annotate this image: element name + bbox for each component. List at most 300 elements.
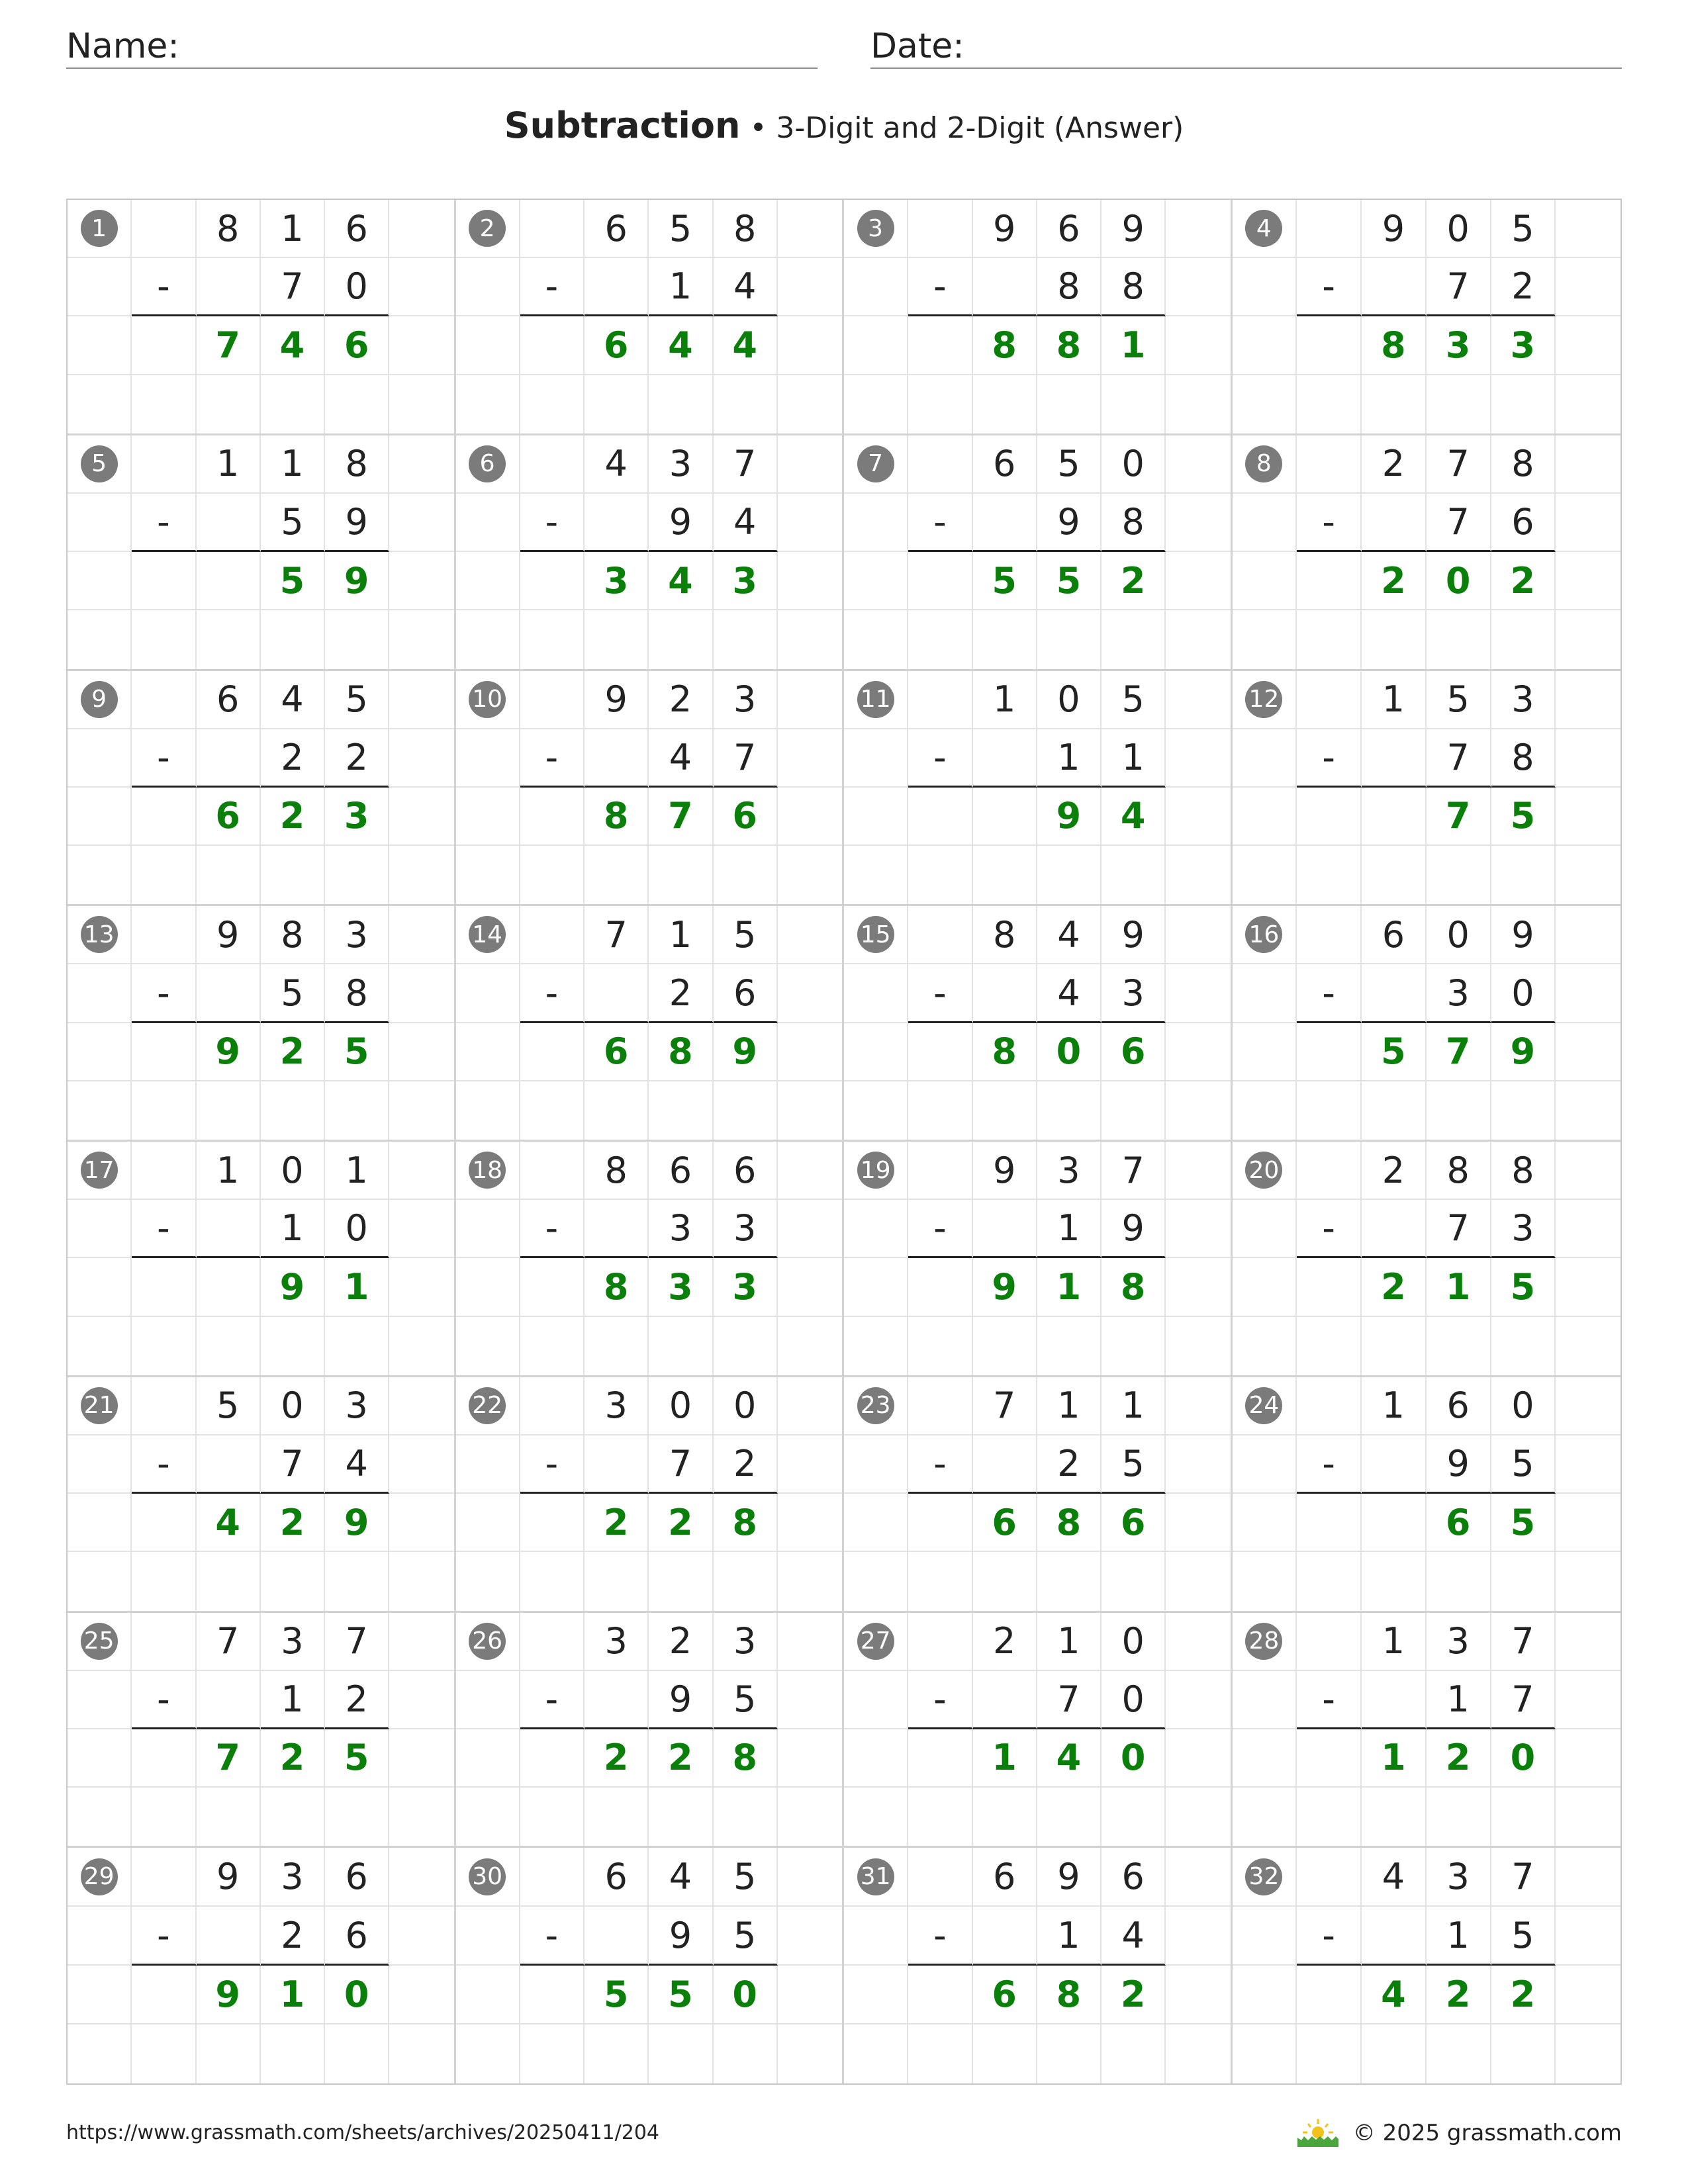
minus-sign: - — [908, 964, 972, 1023]
minuend-digit: 0 — [1102, 1613, 1166, 1671]
grid-cell — [844, 316, 908, 375]
grid-cell — [520, 846, 585, 904]
grid-cell — [389, 846, 453, 904]
minus-sign: - — [520, 258, 585, 316]
grid-cell — [132, 610, 196, 668]
grid-cell — [1233, 1848, 1297, 1907]
grid-cell — [520, 552, 585, 610]
grid-cell — [132, 552, 196, 610]
grid-cell — [1233, 1377, 1297, 1435]
grid-cell — [714, 375, 778, 433]
grid-cell — [1297, 1966, 1362, 2025]
grid-cell — [714, 1552, 778, 1610]
answer-digit: 6 — [197, 788, 261, 846]
grid-cell — [908, 200, 972, 258]
answer-digit: 2 — [649, 1729, 713, 1788]
answer-digit: 5 — [1491, 788, 1556, 846]
answer-digit: 2 — [261, 788, 325, 846]
problem-17 — [68, 1142, 456, 1377]
grid-cell — [1556, 729, 1620, 788]
grid-cell — [778, 1142, 842, 1200]
grid-cell — [1166, 1848, 1230, 1907]
grid-cell — [1556, 1258, 1620, 1316]
grid-cell — [1297, 846, 1362, 904]
answer-digit: 2 — [261, 1729, 325, 1788]
grid-cell — [261, 846, 325, 904]
name-label: Name: — [66, 26, 179, 66]
grid-cell — [68, 1788, 132, 1846]
grid-cell — [1362, 375, 1427, 433]
grid-cell — [68, 552, 132, 610]
grid-cell — [844, 1081, 908, 1140]
minuend-digit: 9 — [1491, 906, 1556, 964]
grid-cell — [68, 1848, 132, 1907]
grid-cell — [1037, 1788, 1102, 1846]
grid-cell — [585, 1317, 649, 1375]
grid-cell — [1556, 788, 1620, 846]
grid-cell — [585, 1081, 649, 1140]
grid-cell — [1556, 964, 1620, 1023]
subtrahend-digit: 4 — [714, 258, 778, 316]
grid-cell — [585, 846, 649, 904]
grid-cell — [389, 1613, 453, 1671]
grid-cell — [1556, 1907, 1620, 1966]
grid-cell — [261, 2025, 325, 2083]
grid-cell — [908, 1613, 972, 1671]
grid-cell — [68, 1613, 132, 1671]
subtrahend-digit: 5 — [261, 494, 325, 552]
grid-cell — [325, 375, 389, 433]
grid-cell — [908, 1377, 972, 1435]
grid-cell — [778, 1200, 842, 1258]
minuend-digit: 6 — [1362, 906, 1427, 964]
minuend-digit: 3 — [1037, 1142, 1102, 1200]
grid-cell — [1556, 1142, 1620, 1200]
grid-cell — [68, 494, 132, 552]
grid-cell — [1166, 1613, 1230, 1671]
minuend-digit: 8 — [197, 200, 261, 258]
grid-cell — [1362, 1435, 1427, 1494]
answer-digit: 7 — [1427, 1023, 1491, 1081]
grid-cell — [389, 1435, 453, 1494]
grid-cell — [456, 1848, 520, 1907]
subtrahend-digit: 9 — [649, 494, 713, 552]
problem-number-badge: 23 — [857, 1387, 894, 1424]
grid-cell — [844, 1023, 908, 1081]
grid-cell — [1427, 1081, 1491, 1140]
answer-digit: 8 — [585, 788, 649, 846]
minus-sign: - — [520, 494, 585, 552]
grid-cell — [908, 435, 972, 494]
grid-cell — [908, 1966, 972, 2025]
minuend-digit: 7 — [1102, 1142, 1166, 1200]
grid-cell — [520, 906, 585, 964]
grid-cell — [1166, 1966, 1230, 2025]
grid-cell — [197, 1552, 261, 1610]
minuend-digit: 8 — [1491, 1142, 1556, 1200]
grid-cell — [908, 906, 972, 964]
grid-cell — [844, 1613, 908, 1671]
problem-number-badge: 15 — [857, 916, 894, 953]
answer-digit: 2 — [1102, 552, 1166, 610]
answer-digit: 8 — [714, 1729, 778, 1788]
grid-cell — [132, 1377, 196, 1435]
grid-cell — [520, 1494, 585, 1552]
minuend-digit: 5 — [1427, 671, 1491, 729]
grid-cell — [68, 964, 132, 1023]
grid-cell — [649, 1552, 713, 1610]
grid-cell — [132, 1142, 196, 1200]
grid-cell — [520, 1377, 585, 1435]
problem-number-badge: 26 — [469, 1623, 506, 1660]
grid-cell — [1556, 2025, 1620, 2083]
grid-cell — [68, 788, 132, 846]
grid-cell — [1491, 846, 1556, 904]
grid-cell — [1297, 1142, 1362, 1200]
grid-cell — [456, 906, 520, 964]
grid-cell — [389, 1788, 453, 1846]
minus-sign: - — [132, 964, 196, 1023]
grid-cell — [68, 200, 132, 258]
minus-sign: - — [908, 258, 972, 316]
grid-cell — [1166, 729, 1230, 788]
answer-digit: 1 — [261, 1966, 325, 2025]
answer-digit: 9 — [973, 1258, 1037, 1316]
grid-cell — [68, 1258, 132, 1316]
grid-cell — [389, 200, 453, 258]
grid-cell — [1297, 316, 1362, 375]
grid-cell — [844, 1377, 908, 1435]
problem-25 — [68, 1613, 456, 1848]
grid-cell — [389, 1552, 453, 1610]
grid-cell — [132, 1552, 196, 1610]
grid-cell — [714, 2025, 778, 2083]
minuend-digit: 5 — [1491, 200, 1556, 258]
subtrahend-digit: 1 — [1037, 729, 1102, 788]
grid-cell — [197, 494, 261, 552]
grid-cell — [1166, 964, 1230, 1023]
subtrahend-digit: 3 — [649, 1200, 713, 1258]
problem-29 — [68, 1848, 456, 2083]
grid-cell — [1166, 1081, 1230, 1140]
grid-cell — [778, 1788, 842, 1846]
grid-cell — [1233, 1494, 1297, 1552]
subtrahend-digit: 1 — [261, 1671, 325, 1729]
problem-number-badge: 27 — [857, 1623, 894, 1660]
grid-cell — [973, 964, 1037, 1023]
grid-cell — [649, 1081, 713, 1140]
minus-sign: - — [1297, 729, 1362, 788]
grid-cell — [1362, 1552, 1427, 1610]
grid-cell — [197, 1081, 261, 1140]
problem-number-badge: 8 — [1245, 445, 1282, 482]
grid-cell — [389, 1494, 453, 1552]
grid-cell — [132, 1081, 196, 1140]
subtrahend-digit: 9 — [325, 494, 389, 552]
subtrahend-digit: 4 — [1037, 964, 1102, 1023]
grid-cell — [68, 1142, 132, 1200]
subtrahend-digit: 2 — [1491, 258, 1556, 316]
minuend-digit: 3 — [585, 1377, 649, 1435]
grid-cell — [1166, 1023, 1230, 1081]
answer-digit: 0 — [714, 1966, 778, 2025]
grid-cell — [1037, 610, 1102, 668]
grid-cell — [1233, 1671, 1297, 1729]
subtrahend-digit: 5 — [1491, 1907, 1556, 1966]
problem-18 — [456, 1142, 845, 1377]
grid-cell — [1233, 1435, 1297, 1494]
grid-cell — [197, 1907, 261, 1966]
minus-sign: - — [520, 729, 585, 788]
grid-cell — [456, 552, 520, 610]
answer-digit: 2 — [1102, 1966, 1166, 2025]
grid-cell — [844, 1966, 908, 2025]
grid-cell — [389, 1258, 453, 1316]
grid-cell — [908, 1258, 972, 1316]
minuend-digit: 1 — [649, 906, 713, 964]
problem-11 — [844, 671, 1233, 907]
subtrahend-digit: 7 — [1427, 1200, 1491, 1258]
minuend-digit: 6 — [714, 1142, 778, 1200]
answer-digit: 8 — [714, 1494, 778, 1552]
grid-cell — [1297, 375, 1362, 433]
grid-cell — [778, 1317, 842, 1375]
answer-digit: 9 — [197, 1023, 261, 1081]
grid-cell — [1233, 788, 1297, 846]
minuend-digit: 0 — [1491, 1377, 1556, 1435]
minus-sign: - — [1297, 1200, 1362, 1258]
minus-sign: - — [132, 729, 196, 788]
minuend-digit: 0 — [261, 1142, 325, 1200]
grid-cell — [389, 2025, 453, 2083]
minus-sign: - — [908, 1671, 972, 1729]
answer-digit: 8 — [1037, 1966, 1102, 2025]
grid-cell — [973, 1907, 1037, 1966]
answer-digit: 9 — [1491, 1023, 1556, 1081]
grid-cell — [1233, 1317, 1297, 1375]
grid-cell — [908, 552, 972, 610]
grid-cell — [585, 964, 649, 1023]
grid-cell — [68, 1907, 132, 1966]
minuend-digit: 7 — [714, 435, 778, 494]
minuend-digit: 1 — [1102, 1377, 1166, 1435]
problem-5 — [68, 435, 456, 671]
grid-cell — [585, 1788, 649, 1846]
grid-cell — [520, 1023, 585, 1081]
grid-cell — [132, 1258, 196, 1316]
answer-digit: 2 — [1427, 1966, 1491, 2025]
grid-cell — [844, 1200, 908, 1258]
grid-cell — [1037, 375, 1102, 433]
grid-cell — [456, 435, 520, 494]
grid-cell — [844, 494, 908, 552]
grid-cell — [132, 435, 196, 494]
answer-digit: 2 — [1491, 552, 1556, 610]
subtrahend-digit: 2 — [261, 729, 325, 788]
name-date-row — [66, 20, 1622, 70]
answer-digit: 6 — [973, 1966, 1037, 2025]
grid-cell — [844, 1671, 908, 1729]
minuend-digit: 3 — [325, 906, 389, 964]
subtrahend-digit: 9 — [1427, 1435, 1491, 1494]
problem-grid — [66, 199, 1622, 2085]
grid-cell — [197, 1200, 261, 1258]
grid-cell — [1297, 1377, 1362, 1435]
problem-number-badge: 29 — [81, 1858, 118, 1895]
problem-number-badge: 9 — [81, 681, 118, 718]
problem-9 — [68, 671, 456, 907]
grid-cell — [1166, 846, 1230, 904]
problem-1 — [68, 200, 456, 435]
grid-cell — [1362, 846, 1427, 904]
problem-number-badge: 25 — [81, 1623, 118, 1660]
minuend-digit: 8 — [1491, 435, 1556, 494]
grid-cell — [908, 375, 972, 433]
grid-cell — [1297, 2025, 1362, 2083]
answer-digit: 9 — [325, 1494, 389, 1552]
answer-digit: 0 — [325, 1966, 389, 2025]
grid-cell — [1233, 494, 1297, 552]
grid-cell — [456, 1081, 520, 1140]
grid-cell — [1166, 2025, 1230, 2083]
grid-cell — [1166, 671, 1230, 729]
grid-cell — [520, 788, 585, 846]
grid-cell — [844, 258, 908, 316]
answer-digit: 8 — [649, 1023, 713, 1081]
problem-28 — [1233, 1613, 1621, 1848]
grid-cell — [973, 258, 1037, 316]
grid-cell — [456, 1729, 520, 1788]
grid-cell — [1166, 1142, 1230, 1200]
subtrahend-digit: 7 — [261, 1435, 325, 1494]
subtrahend-digit: 3 — [1102, 964, 1166, 1023]
answer-digit: 0 — [1037, 1023, 1102, 1081]
grid-cell — [1427, 1552, 1491, 1610]
answer-digit: 2 — [585, 1729, 649, 1788]
grid-cell — [1166, 1552, 1230, 1610]
minuend-digit: 6 — [325, 1848, 389, 1907]
grid-cell — [325, 2025, 389, 2083]
grid-cell — [1037, 1317, 1102, 1375]
answer-digit: 8 — [1362, 316, 1427, 375]
grid-cell — [197, 729, 261, 788]
grid-cell — [68, 906, 132, 964]
grid-cell — [520, 1966, 585, 2025]
grid-cell — [132, 200, 196, 258]
subtrahend-digit: 9 — [649, 1907, 713, 1966]
grid-cell — [456, 1435, 520, 1494]
grid-cell — [973, 846, 1037, 904]
grid-cell — [68, 846, 132, 904]
grid-cell — [1297, 1317, 1362, 1375]
grid-cell — [585, 1435, 649, 1494]
answer-digit: 3 — [325, 788, 389, 846]
minus-sign: - — [908, 494, 972, 552]
grid-cell — [714, 846, 778, 904]
grid-cell — [908, 1729, 972, 1788]
minuend-digit: 8 — [325, 435, 389, 494]
grid-cell — [1166, 610, 1230, 668]
minuend-digit: 3 — [649, 435, 713, 494]
grid-cell — [973, 1200, 1037, 1258]
minuend-digit: 7 — [325, 1613, 389, 1671]
grid-cell — [520, 1317, 585, 1375]
subtrahend-digit: 7 — [714, 729, 778, 788]
grid-cell — [1297, 1848, 1362, 1907]
minuend-digit: 5 — [197, 1377, 261, 1435]
minuend-digit: 1 — [1362, 1613, 1427, 1671]
grid-cell — [778, 1613, 842, 1671]
grid-cell — [68, 1200, 132, 1258]
grid-cell — [1362, 1317, 1427, 1375]
minuend-digit: 9 — [1102, 200, 1166, 258]
problem-number-badge: 4 — [1245, 210, 1282, 247]
minuend-digit: 5 — [325, 671, 389, 729]
answer-digit: 6 — [714, 788, 778, 846]
answer-digit: 6 — [973, 1494, 1037, 1552]
answer-digit: 1 — [1037, 1258, 1102, 1316]
grid-cell — [132, 1613, 196, 1671]
grid-cell — [132, 1848, 196, 1907]
answer-digit: 3 — [1491, 316, 1556, 375]
name-field[interactable] — [66, 20, 818, 69]
grid-cell — [1362, 729, 1427, 788]
grid-cell — [261, 610, 325, 668]
date-field[interactable] — [870, 20, 1622, 69]
grid-cell — [1362, 964, 1427, 1023]
minuend-digit: 6 — [585, 1848, 649, 1907]
grid-cell — [1427, 1317, 1491, 1375]
minuend-digit: 7 — [973, 1377, 1037, 1435]
minuend-digit: 4 — [649, 1848, 713, 1907]
grid-cell — [389, 1317, 453, 1375]
grid-cell — [1102, 1552, 1166, 1610]
subtrahend-digit: 6 — [325, 1907, 389, 1966]
grid-cell — [456, 1671, 520, 1729]
answer-digit: 4 — [1037, 1729, 1102, 1788]
answer-digit: 5 — [973, 552, 1037, 610]
minuend-digit: 9 — [1037, 1848, 1102, 1907]
grid-cell — [1362, 1494, 1427, 1552]
subtrahend-digit: 1 — [1427, 1907, 1491, 1966]
grid-cell — [456, 1200, 520, 1258]
problem-number-badge: 11 — [857, 681, 894, 718]
minus-sign: - — [908, 1200, 972, 1258]
grid-cell — [1233, 1613, 1297, 1671]
grid-cell — [1491, 375, 1556, 433]
grid-cell — [1556, 375, 1620, 433]
grid-cell — [778, 1435, 842, 1494]
minuend-digit: 6 — [1427, 1377, 1491, 1435]
grid-cell — [68, 1081, 132, 1140]
answer-digit: 7 — [649, 788, 713, 846]
grid-cell — [132, 316, 196, 375]
grid-cell — [714, 1081, 778, 1140]
grid-cell — [132, 375, 196, 433]
grid-cell — [1166, 906, 1230, 964]
minus-sign: - — [520, 1200, 585, 1258]
grid-cell — [389, 316, 453, 375]
subtrahend-digit: 0 — [325, 258, 389, 316]
grid-cell — [1362, 2025, 1427, 2083]
minuend-digit: 2 — [1362, 435, 1427, 494]
grid-cell — [1297, 1613, 1362, 1671]
grid-cell — [132, 2025, 196, 2083]
grid-cell — [778, 1671, 842, 1729]
grid-cell — [520, 375, 585, 433]
grid-cell — [1233, 846, 1297, 904]
minus-sign: - — [908, 1907, 972, 1966]
